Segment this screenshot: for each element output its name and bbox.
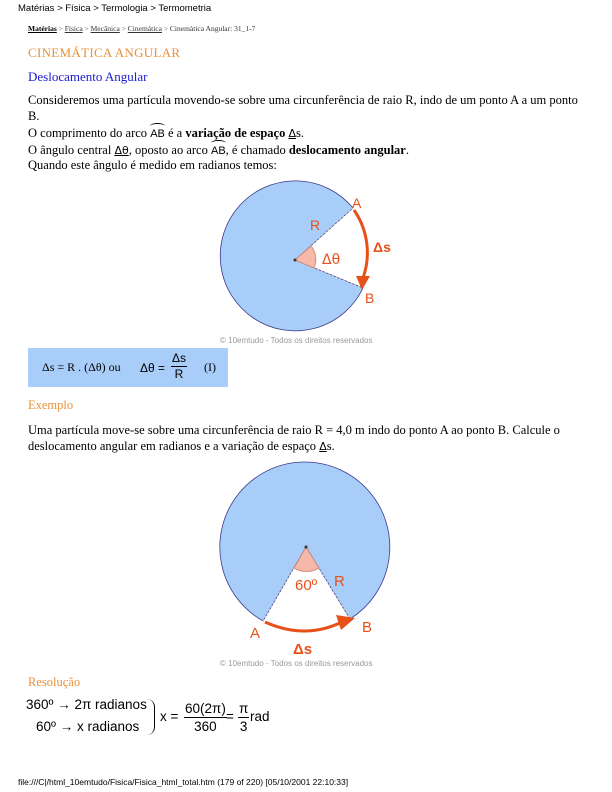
curly-brace	[146, 699, 155, 735]
label-r: R	[334, 573, 345, 590]
text: Uma partícula move-se sobre uma circunferência de raio R = 4,0 m indo do ponto A ao ponto B. Calcule o deslocamento angular em radianos e a variação de espaço	[28, 423, 560, 453]
copyright-text: © 10emtudo - Todos os direitos reservados	[220, 336, 373, 345]
arc-arrow	[354, 210, 367, 278]
delta-symbol: Δ	[319, 440, 327, 453]
breadcrumb-separator: >	[84, 24, 89, 33]
circle-disc	[220, 462, 390, 621]
formula-lhs: Δθ =	[140, 361, 166, 375]
fraction-numerator: 60(2π)	[185, 701, 226, 716]
text: s.	[296, 126, 304, 140]
fraction-denominator: R	[174, 367, 184, 381]
circle-disc	[220, 181, 363, 331]
text: é a	[164, 126, 186, 140]
resolution-fraction-2	[238, 700, 249, 735]
breadcrumb-current: Cinemàtica Angular: 31_1-7	[169, 24, 256, 33]
example-heading: Exemplo	[28, 398, 74, 412]
center-point	[294, 259, 297, 262]
intro-paragraph-1: Consideremos uma partícula movendo-se sobre uma circunferência de raio R, indo de um ponto A a um ponto B.	[28, 93, 578, 123]
text: , é chamado	[225, 143, 289, 157]
top-breadcrumb: Matérias > Física > Termologia > Termometria	[18, 3, 212, 14]
delta-theta-symbol: Δθ	[114, 144, 129, 157]
text: s.	[326, 439, 335, 453]
text: O comprimento do arco	[28, 126, 151, 140]
text: , oposto ao arco	[128, 143, 211, 157]
example-text	[28, 422, 588, 455]
resolution-fraction-1	[184, 700, 227, 735]
formula-box	[28, 348, 228, 387]
fraction-denominator: 360	[194, 719, 217, 734]
intro-paragraph-4: Quando este ângulo é medido em radianos temos:	[28, 158, 277, 172]
x-equals: x =	[160, 709, 179, 724]
nav-breadcrumb	[28, 24, 255, 33]
copyright-text: © 10emtudo - Todos os direitos reservados	[220, 659, 373, 668]
bold-term: variação de espaço	[185, 126, 286, 140]
label-delta-s: Δs	[373, 239, 391, 255]
delta-symbol: Δ	[288, 127, 296, 140]
breadcrumb-separator: >	[58, 24, 63, 33]
formula-left: Δs = R . (Δθ) ou	[42, 360, 121, 374]
label-a: A	[352, 195, 362, 211]
label-a: A	[250, 625, 261, 642]
breadcrumb-separator: >	[163, 24, 169, 33]
equals-sign: =	[226, 709, 234, 724]
equation-tag: (I)	[204, 360, 216, 374]
label-delta-theta: Δθ	[322, 252, 341, 268]
resolution-line-2: 60º → x radianos	[36, 719, 140, 734]
unit-rad: rad	[250, 709, 270, 724]
section-subtitle: Deslocamento Angular	[28, 69, 148, 84]
label-b: B	[365, 290, 375, 306]
breadcrumb-link-cinematica[interactable]: Cinemática	[127, 24, 162, 33]
fraction-numerator: Δs	[172, 351, 187, 365]
figure-angular-displacement	[210, 180, 410, 345]
text: O ângulo central	[28, 143, 115, 157]
formula-fraction	[171, 351, 187, 382]
center-point	[305, 546, 308, 549]
label-angle: 60º	[295, 577, 318, 594]
bold-term: deslocamento angular	[288, 143, 406, 157]
resolution-heading: Resolução	[28, 675, 81, 689]
intro-paragraph-2	[28, 125, 588, 142]
footer-path: file:///C|/html_10emtudo/Fisica/Fisica_html_total.htm (179 of 220) [05/10/2001 22:10:33]	[18, 777, 349, 787]
breadcrumb-separator: >	[121, 24, 126, 33]
label-b: B	[362, 619, 373, 636]
page-title: CINEMÁTICA ANGULAR	[28, 45, 181, 60]
label-delta-s: Δs	[293, 641, 313, 658]
breadcrumb-link-materias[interactable]: Matérias	[28, 24, 57, 33]
breadcrumb-link-mecanica[interactable]: Mecânica	[90, 24, 120, 33]
label-r: R	[310, 217, 321, 233]
arc-symbol: AB	[210, 145, 226, 157]
fraction-denominator: 3	[239, 719, 248, 734]
arc-symbol: AB	[150, 128, 165, 140]
breadcrumb-link-fisica[interactable]: Física	[64, 24, 83, 33]
figure-example	[210, 458, 410, 668]
arc-arrow	[265, 622, 342, 631]
fraction-numerator: π	[239, 701, 249, 716]
resolution-line-1: 360º → 2π radianos	[26, 697, 147, 712]
text: .	[405, 143, 409, 157]
